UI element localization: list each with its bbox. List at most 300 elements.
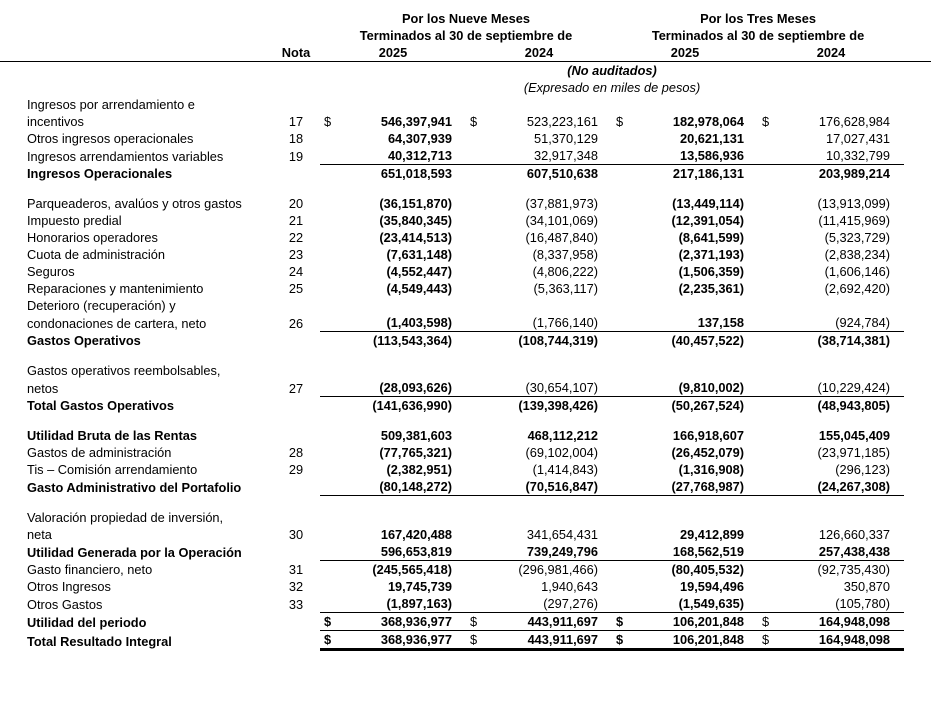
currency-symbol-col2 <box>466 229 488 246</box>
table-row <box>0 195 931 212</box>
row-note-reference <box>272 613 320 631</box>
currency-symbol-col2 <box>466 561 488 579</box>
value-cell-col4: (105,780) <box>780 595 904 613</box>
currency-symbol-col2: $ <box>470 114 478 129</box>
header-blank-note <box>272 10 320 27</box>
row-pad <box>904 379 931 397</box>
row-pad <box>904 195 931 212</box>
value-cell-col2: (1,414,843) <box>532 462 599 477</box>
value-cell-col1: 64,307,939 <box>387 131 452 146</box>
row-label: neta <box>27 527 52 542</box>
value-cell-col4: (23,971,185) <box>817 445 891 460</box>
value-cell-col1: (4,552,447) <box>386 264 452 279</box>
currency-symbol-col1 <box>320 147 342 165</box>
currency-symbol-col3: $ <box>612 613 634 631</box>
value-cell-col3: (2,371,193) <box>678 247 745 262</box>
row-note-reference: 31 <box>288 562 304 577</box>
value-cell-col4: (2,692,420) <box>824 281 891 296</box>
row-label: Reparaciones y mantenimiento <box>27 281 204 296</box>
value-cell-col3: (1,506,359) <box>678 264 745 279</box>
header-group-three-months-line1: Por los Tres Meses <box>700 11 817 26</box>
value-cell-col2: 51,370,129 <box>533 131 599 146</box>
currency-symbol-col1 <box>320 427 342 444</box>
currency-symbol-col1 <box>320 561 342 579</box>
header-blank-note-2 <box>272 27 320 44</box>
currency-symbol-col2 <box>466 130 488 147</box>
row-note-reference: 21 <box>288 213 304 228</box>
spacer-row <box>0 182 931 195</box>
currency-symbol-col2 <box>466 212 488 229</box>
currency-symbol-col4 <box>758 595 780 613</box>
spacer-row <box>0 414 931 427</box>
currency-symbol-col3 <box>612 195 634 212</box>
row-label: Otros Gastos <box>27 596 103 612</box>
value-cell-col3: 13,586,936 <box>679 148 745 163</box>
row-label-line1-filler <box>272 362 931 379</box>
table-row <box>0 229 931 246</box>
row-pad <box>904 332 931 350</box>
unaudited-blank-label <box>0 62 272 80</box>
spacer-cell <box>0 496 931 510</box>
table-row <box>0 212 931 229</box>
currency-symbol-col2 <box>466 314 488 332</box>
row-pad <box>904 578 931 595</box>
units-blank-label <box>0 79 272 96</box>
value-cell-col1: 368,936,977 <box>342 613 466 631</box>
value-cell-col2: (37,881,973) <box>525 196 599 211</box>
currency-symbol-col1 <box>320 195 342 212</box>
row-note-reference <box>272 631 320 650</box>
value-cell-col4: (296,123) <box>835 462 891 477</box>
value-cell-col2: (1,766,140) <box>532 315 599 330</box>
currency-symbol-col1 <box>320 280 342 297</box>
table-row-label-continuation <box>0 509 931 526</box>
header-year-nine-2025: 2025 <box>320 44 466 62</box>
value-cell-col2: 443,911,697 <box>488 613 612 631</box>
value-cell-col4: 176,628,984 <box>818 114 891 129</box>
row-label: Total Gastos Operativos <box>27 398 174 413</box>
value-cell-col4: (92,735,430) <box>817 562 891 577</box>
currency-symbol-col4 <box>758 130 780 147</box>
currency-symbol-col1 <box>320 461 342 478</box>
currency-symbol-col3 <box>612 130 634 147</box>
row-pad <box>904 212 931 229</box>
currency-symbol-col3 <box>612 578 634 595</box>
table-row <box>0 165 931 183</box>
value-cell-col3: (12,391,054) <box>671 213 745 228</box>
value-cell-col1: 596,653,819 <box>342 543 466 561</box>
value-cell-col3: (40,457,522) <box>634 332 758 350</box>
row-label-line1: Gastos operativos reembolsables, <box>27 363 221 378</box>
header-year-three-2025: 2025 <box>612 44 758 62</box>
row-label: Utilidad Generada por la Operación <box>27 544 242 560</box>
table-row <box>0 246 931 263</box>
currency-symbol-col3 <box>612 461 634 478</box>
currency-symbol-col3 <box>612 526 634 543</box>
row-pad <box>904 427 931 444</box>
currency-symbol-col2 <box>466 444 488 461</box>
table-row <box>0 314 931 332</box>
currency-symbol-col2 <box>466 379 488 397</box>
value-cell-col1: 19,745,739 <box>387 579 452 594</box>
spacer-row <box>0 496 931 510</box>
row-label: incentivos <box>27 114 84 129</box>
spacer-row <box>0 349 931 362</box>
units-note-row <box>0 79 931 96</box>
currency-symbol-col4 <box>758 379 780 397</box>
row-label-line1-filler <box>272 96 931 113</box>
table-row-label-continuation <box>0 297 931 314</box>
currency-symbol-col3 <box>612 212 634 229</box>
table-row <box>0 427 931 444</box>
units-blank-note <box>272 79 320 96</box>
row-note-reference <box>272 543 320 561</box>
row-pad <box>904 229 931 246</box>
value-cell-col2: (139,398,426) <box>488 397 612 415</box>
row-pad <box>904 314 931 332</box>
spacer-cell <box>0 182 931 195</box>
currency-symbol-col3 <box>612 561 634 579</box>
value-cell-col2: (8,337,958) <box>532 247 599 262</box>
row-label-line1: Deterioro (recuperación) y <box>27 298 176 313</box>
header-blank-label <box>0 10 272 27</box>
value-cell-col2: 468,112,212 <box>527 428 599 443</box>
currency-symbol-col3: $ <box>616 114 624 129</box>
currency-symbol-col1 <box>320 478 342 496</box>
currency-symbol-col1 <box>320 543 342 561</box>
unaudited-blank-note <box>272 62 320 80</box>
value-cell-col4: (24,267,308) <box>780 478 904 496</box>
value-cell-col1: (2,382,951) <box>386 462 452 477</box>
value-cell-col3: (2,235,361) <box>678 281 745 296</box>
currency-symbol-col1 <box>320 397 342 415</box>
row-label: Otros ingresos operacionales <box>27 131 194 146</box>
value-cell-col4: (1,606,146) <box>824 264 891 279</box>
currency-symbol-col2: $ <box>466 613 488 631</box>
value-cell-col4: (38,714,381) <box>780 332 904 350</box>
row-pad <box>904 595 931 613</box>
currency-symbol-col3 <box>612 332 634 350</box>
table-row-label-continuation <box>0 96 931 113</box>
row-label: Seguros <box>27 264 75 279</box>
value-cell-col3: 106,201,848 <box>634 631 758 650</box>
currency-symbol-col4 <box>758 263 780 280</box>
currency-symbol-col4 <box>758 147 780 165</box>
row-note-reference <box>272 427 320 444</box>
row-note-reference: 24 <box>288 264 304 279</box>
row-pad <box>904 280 931 297</box>
row-label-line1-filler <box>272 509 931 526</box>
currency-symbol-col3 <box>612 478 634 496</box>
row-pad <box>904 113 931 130</box>
value-cell-col1: (1,897,163) <box>342 595 466 613</box>
value-cell-col2: (5,363,117) <box>533 281 599 296</box>
currency-symbol-col4 <box>758 461 780 478</box>
table-row <box>0 561 931 579</box>
currency-symbol-col1 <box>320 263 342 280</box>
row-pad <box>904 397 931 415</box>
value-cell-col4: 203,989,214 <box>780 165 904 183</box>
row-note-reference: 25 <box>288 281 304 296</box>
value-cell-col4: 10,332,799 <box>825 148 891 163</box>
value-cell-col1: (7,631,148) <box>386 247 452 262</box>
table-row <box>0 578 931 595</box>
table-row <box>0 332 931 350</box>
currency-symbol-col4 <box>758 212 780 229</box>
currency-symbol-col2 <box>466 595 488 613</box>
table-row <box>0 631 931 650</box>
currency-symbol-col4 <box>758 397 780 415</box>
value-cell-col2: (30,654,107) <box>525 380 599 395</box>
currency-symbol-col2 <box>466 195 488 212</box>
value-cell-col2: 1,940,643 <box>541 579 599 594</box>
table-row <box>0 461 931 478</box>
row-pad <box>904 165 931 183</box>
currency-symbol-col4 <box>758 165 780 183</box>
row-note-reference <box>272 397 320 415</box>
row-label: netos <box>27 380 59 396</box>
row-pad <box>904 526 931 543</box>
currency-symbol-col1 <box>320 229 342 246</box>
value-cell-col3: 19,594,496 <box>679 579 745 594</box>
row-label: Utilidad Bruta de las Rentas <box>27 428 197 443</box>
value-cell-col4: 164,948,098 <box>780 613 904 631</box>
value-cell-col3: 29,412,899 <box>679 527 745 542</box>
table-row <box>0 263 931 280</box>
currency-symbol-col1 <box>320 314 342 332</box>
table-row <box>0 397 931 415</box>
value-cell-col1: 651,018,593 <box>342 165 466 183</box>
row-label-line1-filler <box>272 297 931 314</box>
currency-symbol-col4 <box>758 478 780 496</box>
currency-symbol-col4 <box>758 332 780 350</box>
value-cell-col2: 32,917,348 <box>533 148 599 163</box>
value-cell-col3: (1,316,908) <box>678 462 745 477</box>
currency-symbol-col3 <box>612 379 634 397</box>
value-cell-col4: (10,229,424) <box>817 380 891 395</box>
currency-symbol-col2 <box>466 280 488 297</box>
value-cell-col3: 20,621,131 <box>679 131 745 146</box>
value-cell-col1: (141,636,990) <box>342 397 466 415</box>
currency-symbol-col3 <box>612 280 634 297</box>
header-blank-pad-3 <box>904 44 931 62</box>
row-label: Gasto Administrativo del Portafolio <box>27 479 242 495</box>
value-cell-col4: 17,027,431 <box>825 131 891 146</box>
row-label: Otros Ingresos <box>27 579 111 594</box>
currency-symbol-col4: $ <box>758 631 780 650</box>
value-cell-col1: (4,549,443) <box>386 281 452 296</box>
currency-symbol-col1 <box>320 595 342 613</box>
currency-symbol-col3 <box>612 595 634 613</box>
value-cell-col4: 257,438,438 <box>780 543 904 561</box>
value-cell-col3: (9,810,002) <box>678 380 745 395</box>
row-note-reference <box>272 165 320 183</box>
currency-symbol-col3 <box>612 444 634 461</box>
row-label-line1: Ingresos por arrendamiento e <box>27 97 195 112</box>
value-cell-col4: (48,943,805) <box>780 397 904 415</box>
value-cell-col3: (1,549,635) <box>634 595 758 613</box>
row-label-line1: Valoración propiedad de inversión, <box>27 510 224 525</box>
table-row <box>0 613 931 631</box>
currency-symbol-col4: $ <box>762 114 770 129</box>
value-cell-col4: 350,870 <box>843 579 891 594</box>
currency-symbol-col1 <box>320 444 342 461</box>
currency-symbol-col2 <box>466 397 488 415</box>
row-note-reference: 20 <box>288 196 304 211</box>
header-blank-label-2 <box>0 27 272 44</box>
currency-symbol-col2 <box>466 461 488 478</box>
currency-symbol-col1 <box>320 379 342 397</box>
value-cell-col1: (23,414,513) <box>379 230 452 245</box>
header-group-row <box>0 10 931 27</box>
value-cell-col1: 40,312,713 <box>387 148 452 163</box>
table-row <box>0 444 931 461</box>
row-note-reference: 30 <box>288 527 304 542</box>
row-label: Gastos Operativos <box>27 333 141 348</box>
currency-symbol-col4 <box>758 561 780 579</box>
value-cell-col3: 166,918,607 <box>672 428 745 443</box>
value-cell-col3: 106,201,848 <box>634 613 758 631</box>
row-pad <box>904 461 931 478</box>
row-pad <box>904 444 931 461</box>
value-cell-col2: (16,487,840) <box>525 230 599 245</box>
row-pad <box>904 478 931 496</box>
value-cell-col1: (36,151,870) <box>379 196 452 211</box>
header-note-label: Nota <box>272 44 320 62</box>
row-label: condonaciones de cartera, neto <box>27 315 207 331</box>
currency-symbol-col1 <box>320 212 342 229</box>
value-cell-col4: (2,838,234) <box>824 247 891 262</box>
currency-symbol-col4 <box>758 246 780 263</box>
currency-symbol-col2 <box>466 578 488 595</box>
row-label: Ingresos Operacionales <box>27 166 173 181</box>
header-blank-pad-2 <box>904 27 931 44</box>
row-pad <box>904 263 931 280</box>
currency-symbol-col2: $ <box>466 631 488 650</box>
value-cell-col4: 126,660,337 <box>818 527 891 542</box>
row-note-reference: 19 <box>288 148 304 164</box>
value-cell-col3: 217,186,131 <box>634 165 758 183</box>
value-cell-col2: (297,276) <box>488 595 612 613</box>
value-cell-col1: 368,936,977 <box>342 631 466 650</box>
currency-symbol-col2 <box>466 147 488 165</box>
value-cell-col4: (924,784) <box>835 315 891 330</box>
row-pad <box>904 246 931 263</box>
value-cell-col3: (50,267,524) <box>634 397 758 415</box>
units-note: (Expresado en miles de pesos) <box>523 80 701 95</box>
value-cell-col4: (13,913,099) <box>817 196 891 211</box>
currency-symbol-col3 <box>612 165 634 183</box>
row-note-reference: 23 <box>288 247 304 262</box>
currency-symbol-col3 <box>612 397 634 415</box>
currency-symbol-col2 <box>466 543 488 561</box>
row-note-reference: 28 <box>288 445 304 460</box>
value-cell-col3: (26,452,079) <box>671 445 745 460</box>
currency-symbol-col4 <box>758 444 780 461</box>
currency-symbol-col4 <box>758 314 780 332</box>
currency-symbol-col4: $ <box>758 613 780 631</box>
currency-symbol-col3 <box>612 543 634 561</box>
value-cell-col2: (34,101,069) <box>525 213 599 228</box>
table-row <box>0 526 931 543</box>
currency-symbol-col3 <box>612 147 634 165</box>
value-cell-col2: (70,516,847) <box>488 478 612 496</box>
value-cell-col3: 182,978,064 <box>672 114 745 129</box>
value-cell-col1: 546,397,941 <box>380 114 452 129</box>
header-group-row-2 <box>0 27 931 44</box>
value-cell-col1: (28,093,626) <box>379 380 452 395</box>
table-body <box>0 96 931 650</box>
value-cell-col1: (113,543,364) <box>342 332 466 350</box>
value-cell-col2: 739,249,796 <box>488 543 612 561</box>
table-row <box>0 113 931 130</box>
value-cell-col2: (69,102,004) <box>525 445 599 460</box>
row-label: Total Resultado Integral <box>27 633 172 649</box>
currency-symbol-col4 <box>758 195 780 212</box>
table-row <box>0 595 931 613</box>
value-cell-col2: 341,654,431 <box>526 527 599 542</box>
table-row-label-continuation <box>0 362 931 379</box>
row-pad <box>904 543 931 561</box>
row-note-reference: 27 <box>288 380 304 396</box>
row-pad <box>904 613 931 631</box>
currency-symbol-col4 <box>758 543 780 561</box>
row-note-reference: 18 <box>288 131 304 146</box>
header-blank-label-3 <box>0 44 272 62</box>
row-label: Impuesto predial <box>27 213 122 228</box>
row-note-reference: 17 <box>288 114 304 129</box>
header-group-nine-months-line1: Por los Nueve Meses <box>402 11 531 26</box>
row-label: Parqueaderos, avalúos y otros gastos <box>27 196 242 211</box>
currency-symbol-col1 <box>320 332 342 350</box>
currency-symbol-col3 <box>612 427 634 444</box>
row-label: Gasto financiero, neto <box>27 562 153 577</box>
header-blank-pad <box>904 10 931 27</box>
currency-symbol-col4 <box>758 427 780 444</box>
table-row <box>0 147 931 165</box>
row-label: Utilidad del periodo <box>27 614 147 630</box>
value-cell-col4: 164,948,098 <box>780 631 904 650</box>
value-cell-col1: (1,403,598) <box>386 315 452 330</box>
currency-symbol-col2 <box>466 246 488 263</box>
currency-symbol-col2 <box>466 263 488 280</box>
value-cell-col1: (35,840,345) <box>379 213 452 228</box>
value-cell-col3: 137,158 <box>697 315 745 330</box>
units-blank-pad <box>904 79 931 96</box>
header-group-nine-months-line2: Terminados al 30 de septiembre de <box>359 28 573 43</box>
value-cell-col1: (80,148,272) <box>342 478 466 496</box>
table-row <box>0 379 931 397</box>
row-note-reference <box>272 332 320 350</box>
currency-symbol-col4 <box>758 578 780 595</box>
currency-symbol-col2 <box>466 332 488 350</box>
currency-symbol-col4 <box>758 280 780 297</box>
currency-symbol-col1 <box>320 165 342 183</box>
row-pad <box>904 130 931 147</box>
value-cell-col3: 168,562,519 <box>634 543 758 561</box>
value-cell-col1: (77,765,321) <box>379 445 452 460</box>
header-year-row <box>0 44 931 62</box>
value-cell-col3: (8,641,599) <box>678 230 745 245</box>
table-row <box>0 478 931 496</box>
currency-symbol-col1 <box>320 246 342 263</box>
value-cell-col1: (245,565,418) <box>372 562 452 577</box>
value-cell-col3: (27,768,987) <box>634 478 758 496</box>
currency-symbol-col1 <box>320 526 342 543</box>
row-label: Cuota de administración <box>27 247 165 262</box>
value-cell-col4: 155,045,409 <box>818 428 891 443</box>
currency-symbol-col3 <box>612 246 634 263</box>
